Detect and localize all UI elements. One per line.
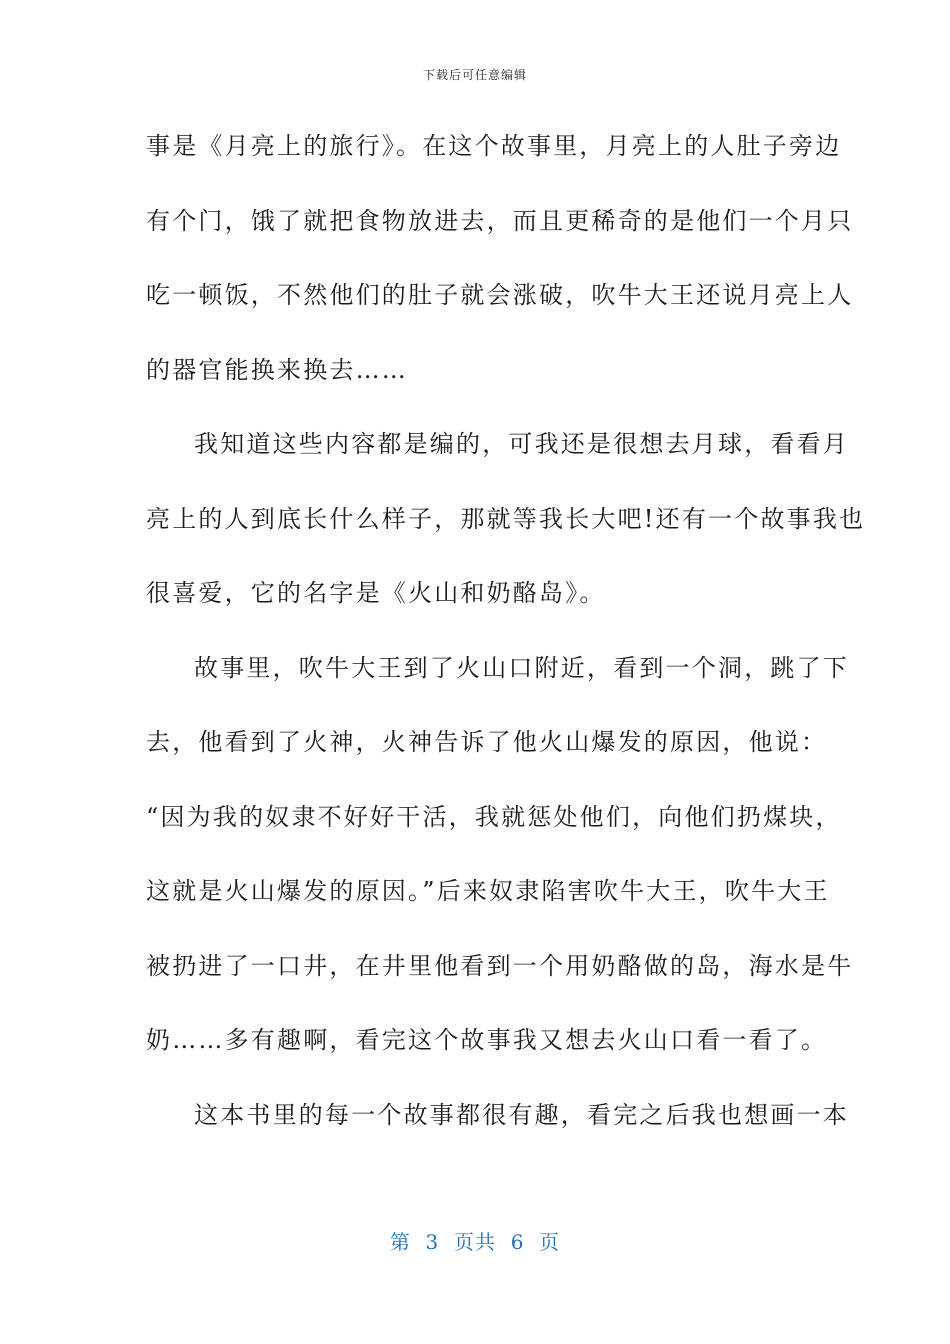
page-number-footer: 第 3 页共 6 页 bbox=[389, 1230, 561, 1254]
text-line: 故事里，吹牛大王到了火山口附近，看到一个洞，跳了下 bbox=[194, 653, 849, 682]
document-body bbox=[146, 126, 866, 1169]
text-line: 很喜爱，它的名字是《火山和奶酪岛》。 bbox=[146, 579, 606, 607]
text-line: 被扔进了一口井，在井里他看到一个用奶酪做的岛，海水是牛 bbox=[146, 951, 854, 980]
page-header: 下载后可任意编辑 bbox=[422, 68, 527, 82]
text-line: “因为我的奴隶不好好干活，我就惩处他们，向他们扔煤块， bbox=[146, 802, 842, 831]
text-line: 吃一顿饭，不然他们的肚子就会涨破，吹牛大王还说月亮上人 bbox=[146, 281, 854, 309]
text-line: 这就是火山爆发的原因。”后来奴隶陷害吹牛大王，吹牛大王 bbox=[146, 877, 830, 905]
text-line: 去，他看到了火神，火神告诉了他火山爆发的原因，他说： bbox=[146, 728, 828, 756]
text-line: 亮上的人到底长什么样子，那就等我长大吧!还有一个故事我也 bbox=[146, 504, 866, 533]
text-line: 的器官能换来换去…… bbox=[146, 355, 408, 384]
text-line: 这本书里的每一个故事都很有趣，看完之后我也想画一本 bbox=[194, 1100, 849, 1129]
text-line: 我知道这些内容都是编的，可我还是很想去月球，看看月 bbox=[194, 430, 849, 458]
text-line: 事是《月亮上的旅行》。在这个故事里，月亮上的人肚子旁边 bbox=[146, 132, 842, 160]
text-line: 有个门，饿了就把食物放进去，而且更稀奇的是他们一个月只 bbox=[146, 206, 854, 235]
text-line: 奶……多有趣啊，看完这个故事我又想去火山口看一看了。 bbox=[146, 1026, 828, 1054]
